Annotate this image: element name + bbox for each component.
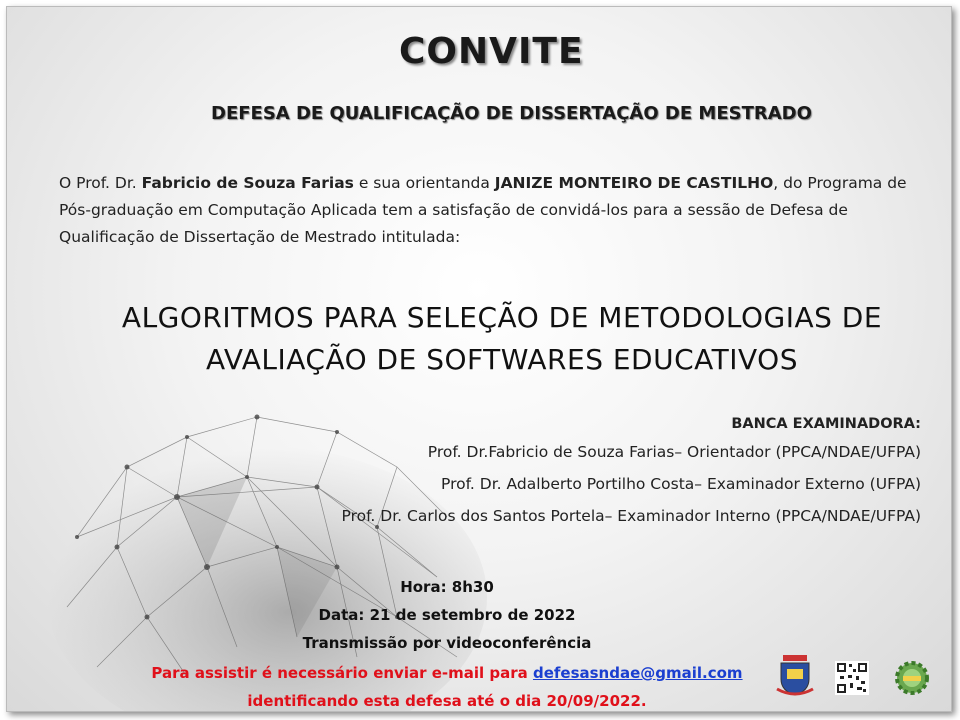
email-link[interactable]: defesasndae@gmail.com xyxy=(532,664,743,682)
ndae-gear-logo-icon xyxy=(893,659,931,697)
event-subtitle: DEFESA DE QUALIFICAÇÃO DE DISSERTAÇÃO DE MESTRADO xyxy=(211,103,812,124)
intro-paragraph xyxy=(59,170,919,251)
event-date: Data: 21 de setembro de 2022 xyxy=(318,606,576,624)
event-details xyxy=(297,573,597,657)
board-heading: BANCA EXAMINADORA: xyxy=(731,416,921,432)
intro-text-3: , do Programa de Pós-graduação em Computação Aplicada tem a satisfação de convidá-los para a sessão de Defesa de Qualificação de Dissertação de Mestrado intitulada: xyxy=(59,174,907,246)
event-time: Hora: 8h30 xyxy=(400,578,494,596)
notice-deadline: identificando esta defesa até o dia 20/09/2022. xyxy=(247,692,647,710)
intro-text-1: O Prof. Dr. xyxy=(59,174,142,192)
event-transmission: Transmissão por videoconferência xyxy=(302,634,592,652)
thesis-title: ALGORITMOS PARA SELEÇÃO DE METODOLOGIAS DE AVALIAÇÃO DE SOFTWARES EDUCATIVOS xyxy=(121,301,883,376)
board-member: Prof. Dr. Adalberto Portilho Costa– Examinador Externo (UFPA) xyxy=(441,475,921,493)
attendance-notice xyxy=(147,659,747,712)
advisor-name: Fabricio de Souza Farias xyxy=(141,174,354,192)
ufpa-seal-icon xyxy=(775,653,815,697)
board-member: Prof. Dr.Fabricio de Souza Farias– Orientador (PPCA/NDAE/UFPA) xyxy=(427,443,921,461)
qr-code-icon xyxy=(835,661,869,695)
intro-text-2: e sua orientanda xyxy=(353,174,495,192)
invitation-card xyxy=(6,6,952,712)
notice-text: Para assistir é necessário enviar e-mail para xyxy=(151,664,533,682)
page-title: CONVITE xyxy=(399,31,584,72)
logos-row xyxy=(775,653,935,699)
examining-board xyxy=(342,412,921,532)
board-member: Prof. Dr. Carlos dos Santos Portela– Examinador Interno (PPCA/NDAE/UFPA) xyxy=(341,507,921,525)
student-name: JANIZE MONTEIRO DE CASTILHO xyxy=(494,174,774,192)
